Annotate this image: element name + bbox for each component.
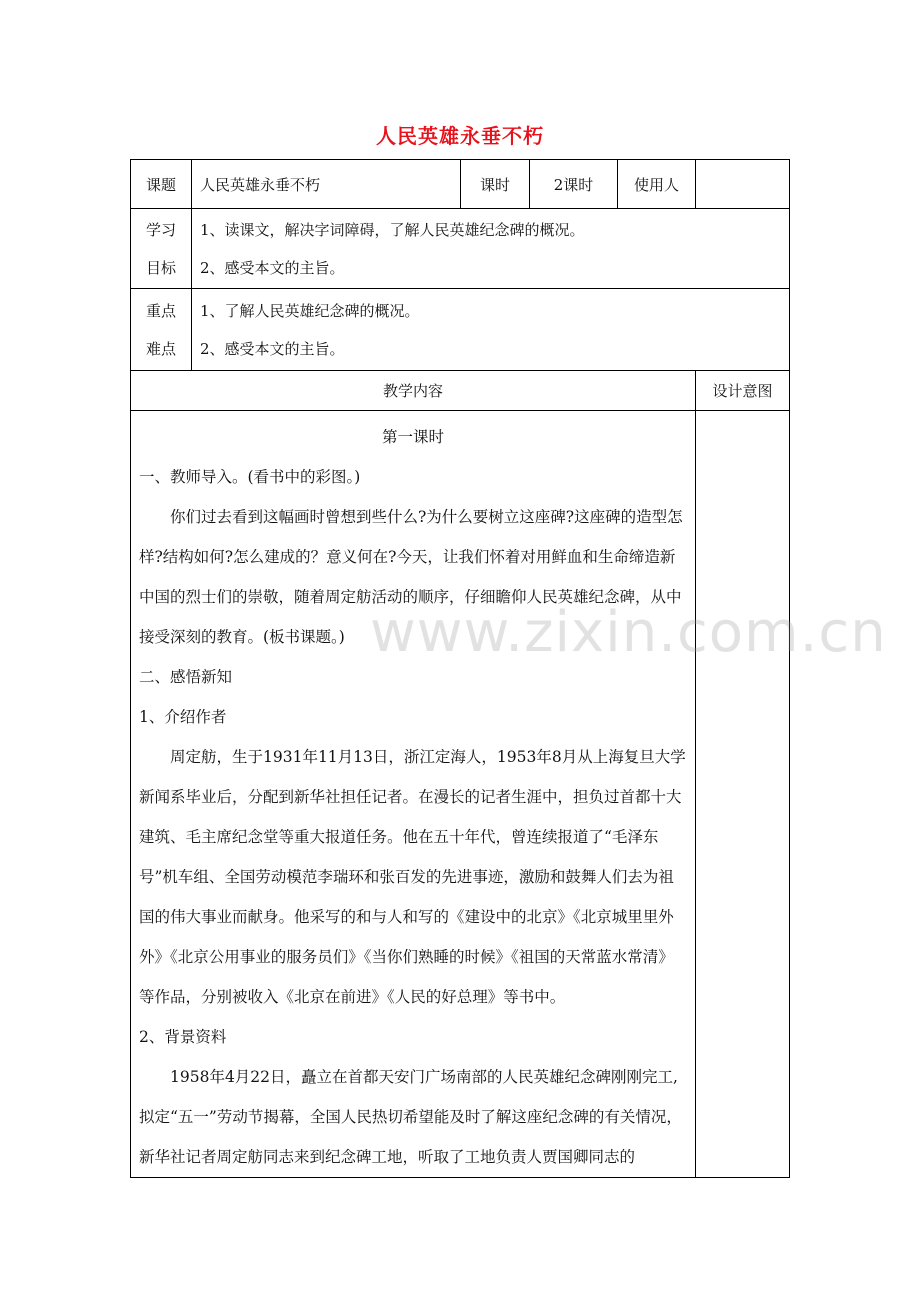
key-points-label-line-1: 重点	[145, 301, 176, 320]
key-points-items	[192, 289, 790, 371]
section-2-heading: 二、感悟新知	[139, 668, 233, 686]
hours-label: 课时	[461, 160, 530, 209]
subsection-1-paragraph: 周定舫，生于1931年11月13日，浙江定海人，1953年8月从上海复旦大学新闻系毕业后，分配到新华社担任记者。在漫长的记者生涯中，担负过首都十大建筑、毛主席纪念堂等重大报道任务。他在五十年代，曾连续报道了“毛泽东号”机车组、全国劳动模范李瑞环和张百发的先进事迹，激励和鼓舞人们去为祖国的伟大事业而献身。他采写的和与人和写的《建设中的北京》《北京城里里外外》《北京公用事业的服务员们》《当你们熟睡的时候》《祖国的天常蓝水常清》等作品，分别被收入《北京在前进》《人民的好总理》等书中。	[139, 748, 686, 1006]
user-value	[696, 160, 790, 209]
subject-label: 课题	[131, 160, 192, 209]
user-label: 使用人	[618, 160, 696, 209]
subject-value: 人民英雄永垂不朽	[192, 160, 461, 209]
goals-item-1: 1、读课文，解决字词障碍，了解人民英雄纪念碑的概况。	[200, 220, 585, 239]
lesson-heading: 第一课时	[381, 428, 444, 446]
subsection-1-heading: 1、介绍作者	[139, 708, 227, 726]
subsection-2-heading: 2、背景资料	[139, 1028, 227, 1046]
intent-column-header: 设计意图	[696, 371, 790, 411]
subsection-2-paragraph: 1958年4月22日，矗立在首都天安门广场南部的人民英雄纪念碑刚刚完工,拟定“五一”劳动节揭幕，全国人民热切希望能及时了解这座纪念碑的有关情况，新华社记者周定舫同志来到纪念碑工地，听取了工地负责人贾国卿同志的	[139, 1068, 682, 1166]
goals-row	[131, 209, 790, 289]
lesson-plan-table	[130, 159, 790, 1178]
key-points-item-2: 2、感受本文的主旨。	[200, 339, 345, 358]
goals-item-2: 2、感受本文的主旨。	[200, 258, 345, 277]
header-row	[131, 160, 790, 209]
key-points-label	[131, 289, 192, 371]
columns-row	[131, 371, 790, 411]
content-column-header: 教学内容	[131, 371, 696, 411]
section-1-heading: 一、教师导入。(看书中的彩图。)	[139, 468, 361, 486]
goals-items	[192, 209, 790, 289]
key-points-row	[131, 289, 790, 371]
watermark: www.zixin.com.cn	[370, 600, 887, 665]
page-title: 人民英雄永垂不朽	[376, 124, 544, 148]
section-1-paragraph: 你们过去看到这幅画时曾想到些什么?为什么要树立这座碑?这座碑的造型怎样?结构如何?怎么建成的？意义何在?今天，让我们怀着对用鲜血和生命缔造新中国的烈士们的崇敬，随着周定舫活动的顺序，仔细瞻仰人民英雄纪念碑，从中接受深刻的教育。(板书课题。)	[139, 508, 683, 646]
key-points-item-1: 1、了解人民英雄纪念碑的概况。	[200, 301, 420, 320]
hours-value: 2课时	[530, 160, 618, 209]
design-intent-cell	[696, 411, 790, 1178]
goals-label-line-1: 学习	[145, 220, 176, 239]
content-row	[131, 411, 790, 1178]
teaching-content	[131, 411, 696, 1178]
goals-label-line-2: 目标	[145, 258, 176, 277]
goals-label	[131, 209, 192, 289]
key-points-label-line-2: 难点	[145, 339, 176, 358]
